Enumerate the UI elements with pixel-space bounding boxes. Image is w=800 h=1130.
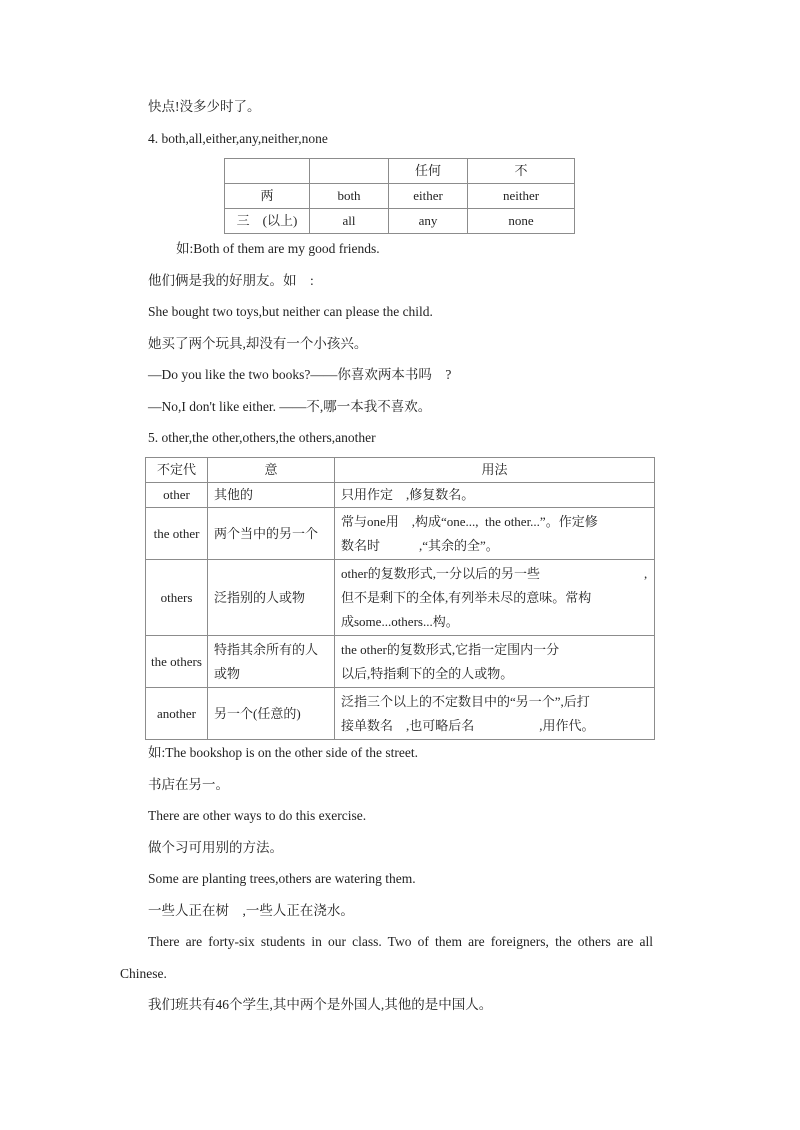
- table-cell: 其他的: [208, 483, 335, 508]
- example-text: 如:Both of them are my good friends.: [176, 241, 380, 256]
- example-text: There are forty-six students in our class. Two of them are foreigners, the others are all: [148, 934, 653, 949]
- usage-line: 常与one用 ,构成“one..., the other...”。作定修: [341, 513, 598, 529]
- table-cell: none: [468, 209, 575, 234]
- table-cell: 意: [208, 458, 335, 483]
- usage-line: 但不是剩下的全体,有列举未尽的意味。常构: [341, 589, 592, 605]
- usage-line: the other的复数形式,它指一定围内一分: [341, 641, 560, 657]
- example-text: —No,I don't like either. ——不,哪一本我不喜欢。: [148, 399, 432, 414]
- usage-line: 数名时 ,“其余的全”。: [341, 537, 499, 553]
- table-cell: [335, 636, 655, 688]
- table-cell: 泛指别的人或物: [208, 560, 335, 636]
- meaning-line: 特指其余所有的人: [214, 641, 319, 657]
- table-cell: 只用作定 ,修复数名。: [335, 483, 655, 508]
- table-cell: 另一个(任意的): [208, 688, 335, 740]
- table-header-row: [225, 159, 575, 184]
- table-row: [146, 483, 655, 508]
- table-cell: [335, 560, 655, 636]
- usage-line: other的复数形式,一分以后的另一些 ,: [341, 565, 648, 581]
- example-text: —Do you like the two books?——你喜欢两本书吗 ?: [148, 367, 452, 382]
- table-row: [146, 560, 655, 636]
- table-cell: 用法: [335, 458, 655, 483]
- example-text: She bought two toys,but neither can please the child.: [148, 304, 433, 319]
- table-cell: 两个当中的另一个: [208, 508, 335, 560]
- example-text: 书店在另一。: [148, 777, 229, 792]
- example-text: 一些人正在树 ,一些人正在浇水。: [148, 903, 354, 918]
- usage-line: 以后,特指剩下的全的人或物。: [341, 665, 514, 681]
- section-heading-5: 5. other,the other,others,the others,another: [148, 430, 376, 445]
- table-row: [146, 688, 655, 740]
- table-row: [225, 184, 575, 209]
- example-text: 如:The bookshop is on the other side of the street.: [148, 745, 418, 760]
- table-cell: others: [146, 560, 208, 636]
- table-row: [225, 209, 575, 234]
- usage-line: 泛指三个以上的不定数目中的“另一个”,后打: [341, 693, 590, 709]
- table-cell: the others: [146, 636, 208, 688]
- usage-line: 成some...others...构。: [341, 613, 459, 629]
- table-cell: [335, 688, 655, 740]
- table-cell: other: [146, 483, 208, 508]
- meaning-line: 或物: [214, 665, 241, 681]
- pronoun-table-1: [224, 158, 575, 234]
- table-cell: 任何: [389, 159, 468, 184]
- text-line-1: 快点!没多少时了。: [148, 99, 261, 114]
- table-cell: the other: [146, 508, 208, 560]
- table-cell: [310, 159, 389, 184]
- usage-line: 接单数名 ,也可略后名 ,用作代。: [341, 717, 595, 733]
- table-cell: [335, 508, 655, 560]
- table-cell: either: [389, 184, 468, 209]
- table-cell: 三 (以上): [225, 209, 310, 234]
- section-heading-4: 4. both,all,either,any,neither,none: [148, 131, 328, 146]
- table-row: [146, 636, 655, 688]
- example-text: Chinese.: [120, 966, 167, 981]
- example-text: 他们俩是我的好朋友。如 :: [148, 273, 314, 288]
- table-cell: any: [389, 209, 468, 234]
- example-text: There are other ways to do this exercise.: [148, 808, 367, 823]
- table-cell: another: [146, 688, 208, 740]
- example-text: Some are planting trees,others are watering them.: [148, 871, 416, 886]
- table-cell: [208, 636, 335, 688]
- table-cell: neither: [468, 184, 575, 209]
- table-header-row: [146, 458, 655, 483]
- table-cell: all: [310, 209, 389, 234]
- table-cell: 不: [468, 159, 575, 184]
- table-cell: [225, 159, 310, 184]
- table-cell: both: [310, 184, 389, 209]
- example-text: 她买了两个玩具,却没有一个小孩兴。: [148, 336, 368, 351]
- example-text: 做个习可用别的方法。: [148, 840, 283, 855]
- table-cell: 两: [225, 184, 310, 209]
- example-text: 我们班共有46个学生,其中两个是外国人,其他的是中国人。: [148, 997, 493, 1012]
- table-cell: 不定代: [146, 458, 208, 483]
- pronoun-table-2: [145, 457, 655, 740]
- table-row: [146, 508, 655, 560]
